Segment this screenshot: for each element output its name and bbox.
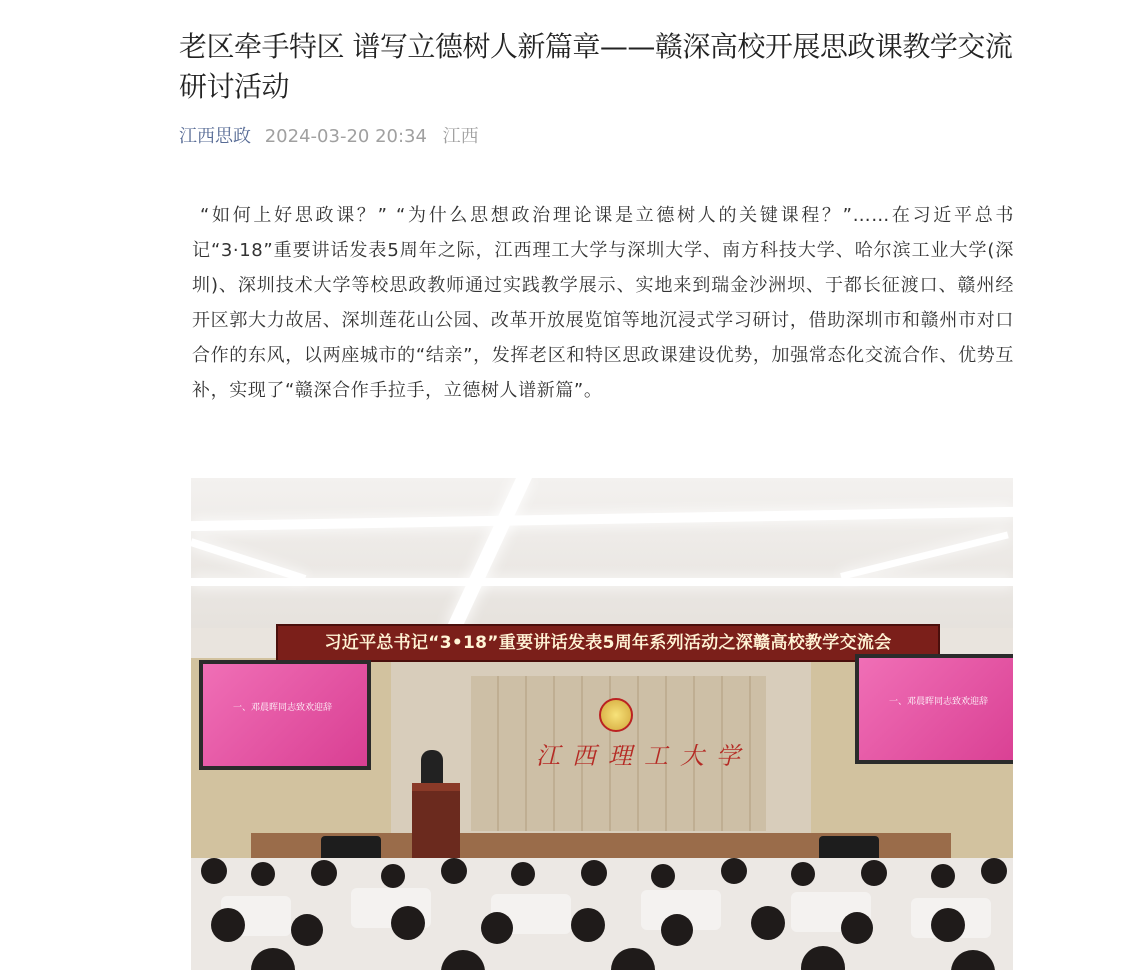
audience-head — [311, 860, 337, 886]
account-name-link[interactable]: 江西思政 — [179, 126, 251, 147]
audience-head — [581, 860, 607, 886]
article-header — [179, 0, 1019, 150]
audience-head — [251, 862, 275, 886]
audience-head — [931, 908, 965, 942]
audience-head — [511, 862, 535, 886]
audience-head — [441, 858, 467, 884]
publish-date: 2024-03-20 20:34 — [264, 126, 427, 147]
audience-head — [481, 912, 513, 944]
article-paragraph: “如何上好思政课？” “为什么思想政治理论课是立德树人的关键课程？”……在习近平总书记“3·18”重要讲话发表5周年之际，江西理工大学与深圳大学、南方科技大学、哈尔滨工业大学(深圳)、深圳技术大学等校思政教师通过实践教学展示、实地来到瑞金沙洲坝、于都长征渡口、赣州经开区郭大力故居、深圳莲花山公园、改革开放展览馆等地沉浸式学习研讨，借助深圳市和赣州市对口合作的东风，以两座城市的“结亲”，发挥老区和特区思政课建设优势，加强常态化交流合作、优势互补，实现了“赣深合作手拉手，立德树人谱新篇”。 — [192, 205, 1014, 401]
university-wall-logo: 江西理工大学 — [536, 742, 752, 770]
audience-head — [211, 908, 245, 942]
article-title: 老区牵手特区 谱写立德树人新篇章——赣深高校开展思政课教学交流研讨活动 — [179, 30, 1013, 103]
audience-head — [201, 858, 227, 884]
audience-head — [291, 914, 323, 946]
audience-head — [391, 906, 425, 940]
audience-head — [441, 950, 485, 970]
article-meta — [179, 124, 1019, 150]
university-emblem — [599, 698, 633, 732]
audience-head — [661, 914, 693, 946]
audience-head — [951, 950, 995, 970]
article-photo[interactable] — [191, 478, 1013, 970]
audience-head — [381, 864, 405, 888]
audience-head — [801, 946, 845, 970]
audience-head — [251, 948, 295, 970]
screen-text: 一、邓晨晖同志致欢迎辞 — [233, 703, 333, 713]
audience-head — [861, 860, 887, 886]
audience-head — [611, 948, 655, 970]
publish-location: 江西 — [442, 126, 479, 147]
ceiling-light — [191, 578, 1013, 586]
audience-head — [721, 858, 747, 884]
audience-head — [751, 906, 785, 940]
audience-head — [981, 858, 1007, 884]
screen-text: 一、邓晨晖同志致欢迎辞 — [889, 697, 989, 707]
audience-head — [841, 912, 873, 944]
left-projection-screen — [199, 660, 371, 770]
audience-head — [931, 864, 955, 888]
podium — [412, 783, 460, 866]
audience-head — [571, 908, 605, 942]
audience-head — [651, 864, 675, 888]
event-banner: 习近平总书记“3•18”重要讲话发表5周年系列活动之深赣高校教学交流会 — [276, 624, 940, 662]
audience-head — [791, 862, 815, 886]
ceiling — [191, 478, 1013, 628]
audience — [191, 858, 1013, 970]
speaker-person — [421, 750, 443, 786]
right-projection-screen — [855, 654, 1013, 764]
